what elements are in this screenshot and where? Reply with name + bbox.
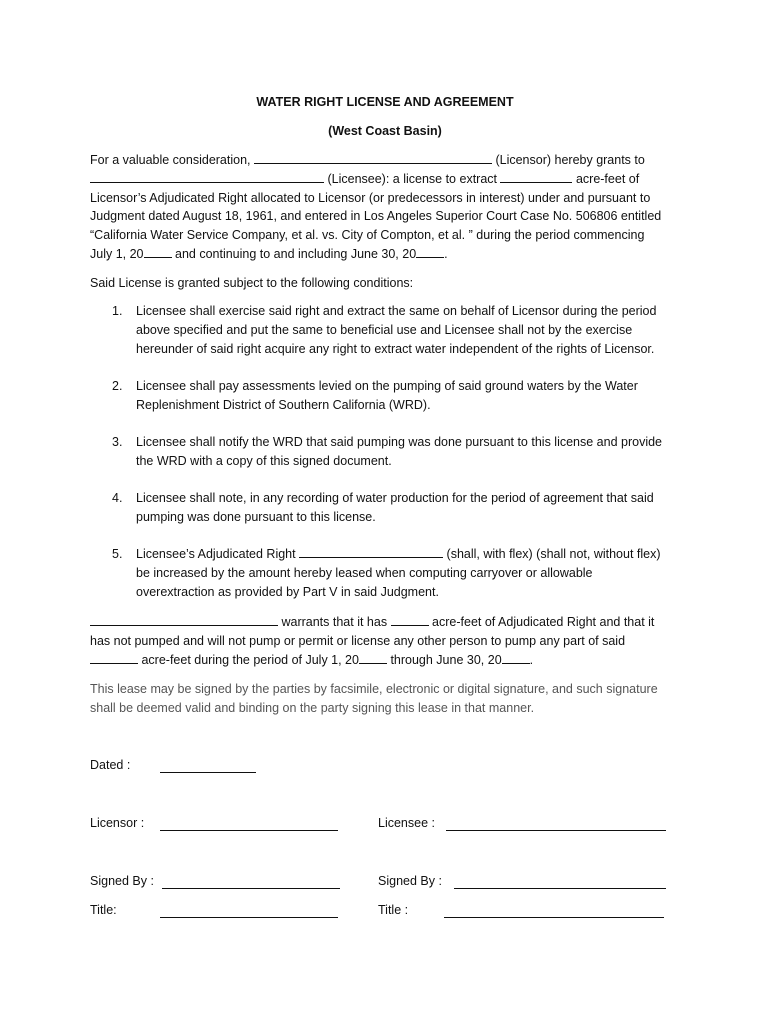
intro-text: (Licensor) hereby grants to <box>491 153 645 167</box>
condition-number: 4. <box>112 491 123 505</box>
intro-line-5: “California Water Service Company, et al. vs. City of Compton, et al. ” during the period commencing <box>90 228 645 243</box>
warrantor-name-blank[interactable] <box>90 613 278 626</box>
licensee-label: Licensee : <box>378 816 435 830</box>
condition-line: Licensee shall pay assessments levied on the pumping of said ground waters by the Water <box>136 379 638 393</box>
title-right-line[interactable] <box>444 917 664 918</box>
signed-by-right-label: Signed By : <box>378 874 442 888</box>
licensor-name-blank[interactable] <box>254 151 492 164</box>
warranty-line-3 <box>90 651 680 670</box>
condition-line: Licensee shall notify the WRD that said pumping was done pursuant to this license and provide <box>136 435 662 449</box>
intro-line-2 <box>90 170 680 189</box>
warranty-start-year-blank[interactable] <box>359 651 387 664</box>
intro-text: (Licensee): a license to extract <box>324 171 501 186</box>
intro-text: and continuing to and including June 30, 20 <box>171 246 417 261</box>
warranted-acre-feet-blank[interactable] <box>391 613 429 626</box>
intro-text: For a valuable consideration, <box>90 153 254 167</box>
conditions-intro: Said License is granted subject to the following conditions: <box>90 276 414 290</box>
warranty-text: . <box>529 652 534 667</box>
condition-line: hereunder of said right acquire any right to extract water independent of the rights of Licensor. <box>136 341 655 356</box>
end-year-blank[interactable] <box>416 245 444 258</box>
warranty-line-2: has not pumped and will not pump or permit or license any other person to pump any part of said <box>90 633 626 648</box>
licensor-label: Licensor : <box>90 816 145 830</box>
signed-by-left-label: Signed By : <box>90 874 154 888</box>
esign-line-2: shall be deemed valid and binding on the party signing this lease in that manner. <box>90 700 535 715</box>
intro-line-1 <box>90 151 680 170</box>
warranty-end-year-blank[interactable] <box>502 651 530 664</box>
condition-line: Licensee shall exercise said right and extract the same on behalf of Licensor during the period <box>136 304 657 318</box>
condition-line: the WRD with a copy of this signed document. <box>136 453 392 468</box>
condition-line <box>136 545 680 564</box>
condition-line: above specified and put the same to beneficial use and Licensee shall not by the exercise <box>136 322 633 337</box>
pumped-acre-feet-blank[interactable] <box>90 651 138 664</box>
intro-text: . <box>444 246 448 261</box>
intro-line-3: Licensor’s Adjudicated Right allocated to Licensor (or predecessors in interest) under and pursuant to <box>90 190 651 205</box>
intro-text: acre-feet of <box>572 171 640 186</box>
condition-number: 1. <box>112 304 123 318</box>
condition-text <box>136 433 680 471</box>
warranty-line-1 <box>90 613 680 632</box>
condition-line: pumping was done pursuant to this license. <box>136 509 376 524</box>
condition-line: Licensee shall note, in any recording of water production for the period of agreement that said <box>136 491 654 505</box>
condition-line: overextraction as provided by Part V in said Judgment. <box>136 584 439 599</box>
warranty-paragraph <box>90 613 680 669</box>
condition-text <box>136 377 680 415</box>
intro-line-6 <box>90 245 680 264</box>
warranty-text: acre-feet of Adjudicated Right and that it <box>428 615 655 629</box>
signed-by-right-line[interactable] <box>454 888 666 889</box>
condition-text <box>136 545 680 601</box>
document-subtitle: (West Coast Basin) <box>328 124 442 138</box>
condition-number: 5. <box>112 547 123 561</box>
esign-line-1: This lease may be signed by the parties by facsimile, electronic or digital signature, and such signature <box>90 682 658 696</box>
condition-number: 3. <box>112 435 123 449</box>
condition-text <box>136 302 680 358</box>
warranty-text: warrants that it has <box>278 615 391 629</box>
intro-text: July 1, 20 <box>90 246 144 261</box>
licensee-name-blank[interactable] <box>90 170 324 183</box>
start-year-blank[interactable] <box>144 245 172 258</box>
signed-by-left-line[interactable] <box>162 888 340 889</box>
condition-text-part: Licensee’s Adjudicated Right <box>136 547 300 561</box>
condition-line: be increased by the amount hereby leased when computing carryover or allowable <box>136 565 593 580</box>
intro-line-4: Judgment dated August 18, 1961, and entered in Los Angeles Superior Court Case No. 506806 entitled <box>90 209 662 224</box>
adjudicated-right-blank[interactable] <box>299 545 443 558</box>
dated-label: Dated : <box>90 758 131 772</box>
licensor-line[interactable] <box>160 830 338 831</box>
condition-line: Replenishment District of Southern California (WRD). <box>136 397 431 412</box>
title-left-label: Title: <box>90 903 117 917</box>
dated-line[interactable] <box>160 772 256 773</box>
condition-number: 2. <box>112 379 123 393</box>
title-left-line[interactable] <box>160 917 338 918</box>
esignature-note <box>90 680 680 718</box>
condition-text <box>136 489 680 527</box>
licensee-line[interactable] <box>446 830 666 831</box>
acre-feet-blank[interactable] <box>500 170 572 183</box>
document-title: WATER RIGHT LICENSE AND AGREEMENT <box>256 95 514 109</box>
title-right-label: Title : <box>378 903 409 917</box>
warranty-text: acre-feet during the period of July 1, 20 <box>138 652 359 667</box>
intro-paragraph <box>90 151 680 264</box>
warranty-text: through June 30, 20 <box>386 652 502 667</box>
condition-text-part: (shall, with flex) (shall not, without flex) <box>443 547 661 561</box>
